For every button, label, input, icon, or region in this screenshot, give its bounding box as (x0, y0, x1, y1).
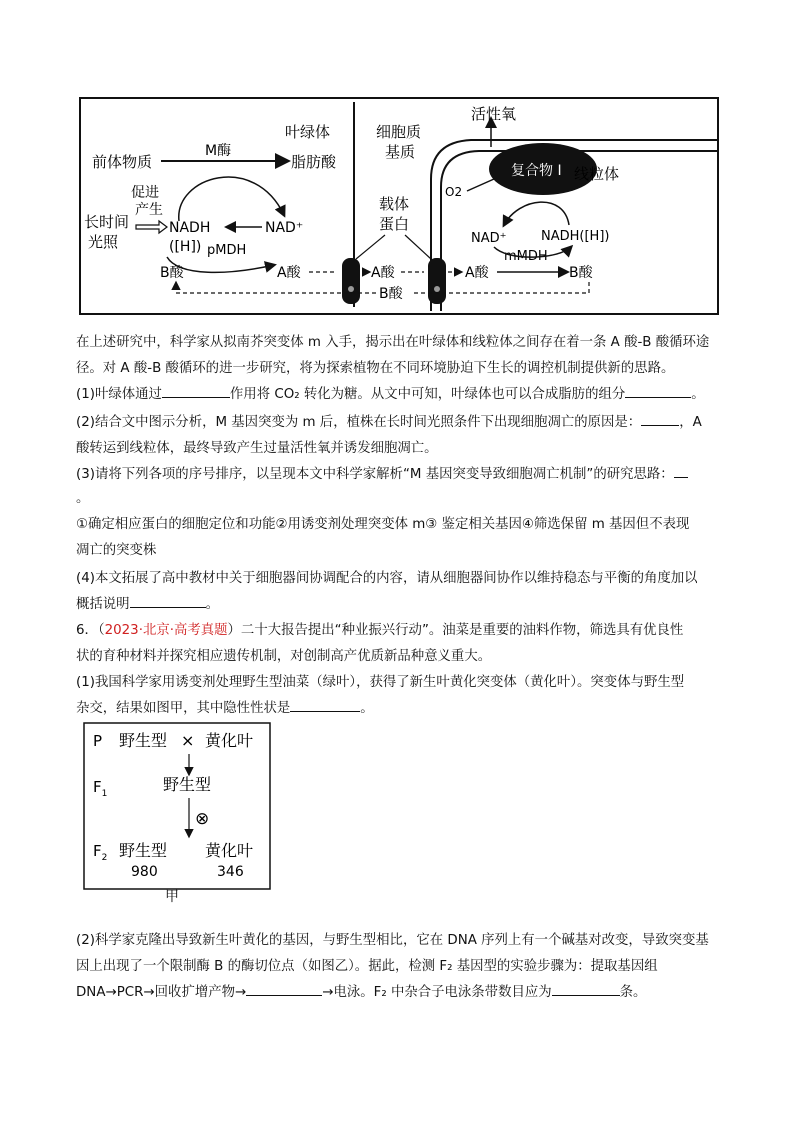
h-left-label: ([H]) (169, 239, 202, 255)
p-yellow-label: 黄化叶 (205, 731, 254, 750)
question-6-2-line-3: DNA→PCR→回收扩增产物→ →电泳。F₂ 中杂合子电泳条带数目应为 条。 (76, 980, 724, 1006)
answer-blank[interactable] (290, 696, 360, 712)
ros-label: 活性氧 (471, 105, 517, 123)
f2-wild-label: 野生型 (119, 841, 168, 860)
nad-right-label: NAD⁺ (471, 231, 507, 246)
f2-yellow-label: 黄化叶 (205, 841, 254, 860)
source-tag: 2023·北京·高考真题 (104, 623, 228, 638)
question-4-line-1: (4)本文拓展了高中教材中关于细胞器间协调配合的内容，请从细胞器间协作以维持稳态与平衡的角度加以 (76, 571, 698, 586)
mmdh-label: mMDH (504, 249, 548, 264)
question-6-1-line-1: (1)我国科学家用诱变剂处理野生型油菜（绿叶），获得了新生叶黄化突变体（黄化叶）。突变体与野生型 (76, 675, 685, 690)
complex-label: 复合物 I (511, 163, 562, 179)
answer-blank[interactable] (552, 980, 620, 996)
paragraph-1-line-2: 径。对 A 酸-B 酸循环的进一步研究，将为探索植物在不同环境胁迫下生长的调控机制提供新的思路。 (76, 361, 675, 376)
fatty-acid-label: 脂肪酸 (291, 153, 337, 171)
f2-label: $F_2$ (93, 842, 108, 863)
nadh-left-label: NADH (169, 220, 211, 236)
mitochondrion-label: 线粒体 (574, 165, 620, 183)
question-3-line-2: 。 (76, 491, 90, 506)
p-label: P (93, 732, 103, 750)
long-light-label-1: 长时间 (84, 213, 130, 231)
pmdh-label: pMDH (207, 243, 247, 258)
chloroplast-label: 叶绿体 (285, 123, 331, 141)
figure-caption: 甲 (165, 889, 179, 905)
question-6-1-line-2: 杂交，结果如图甲，其中隐性性状是 。 (76, 696, 724, 722)
m-enzyme-label: M酶 (205, 143, 232, 159)
a-acid-right: A酸 (465, 265, 489, 281)
cross-diagram (83, 722, 273, 892)
cytoplasm-label: 细胞质 (376, 123, 422, 141)
p-wild-label: 野生型 (119, 731, 168, 750)
b-acid-return: B酸 (379, 286, 403, 302)
nad-left-label: NAD⁺ (265, 220, 304, 236)
promote-label: 促进 (131, 185, 159, 201)
o2-label: O2 (445, 185, 463, 199)
matrix-label: 基质 (385, 143, 416, 161)
carrier-label-2: 蛋白 (379, 215, 410, 233)
question-1: (1)叶绿体通过 作用将 CO₂ 转化为糖。从文中可知，叶绿体也可以合成脂肪的组分 。 (76, 382, 724, 408)
question-2-line-1: (2)结合文中图示分析，M 基因突变为 m 后，植株在长时间光照条件下出现细胞凋亡的原因是： ，A (76, 410, 724, 436)
question-6-2-line-2: 因上出现了一个限制酶 B 的酶切位点（如图乙）。据此，检测 F₂ 基因型的实验步骤为：提取基因组 (76, 959, 658, 974)
question-6-line-1: 6．（2023·北京·高考真题）二十大报告提出“种业振兴行动”。油菜是重要的油料作物，筛选具有优良性 (76, 623, 684, 638)
precursor-label: 前体物质 (92, 153, 153, 171)
question-6-2-line-1: (2)科学家克隆出导致新生叶黄化的基因，与野生型相比，它在 DNA 序列上有一个碱基对改变，导致突变基 (76, 933, 709, 948)
answer-blank[interactable] (641, 410, 679, 426)
organelle-diagram (79, 97, 719, 315)
question-2-line-2: 酸转运到线粒体，最终导致产生过量活性氧并诱发细胞凋亡。 (76, 441, 438, 456)
answer-blank[interactable] (674, 462, 688, 478)
count-wild: 980 (131, 864, 158, 880)
nadh-right-label: NADH([H]) (541, 229, 610, 244)
b-acid-left: B酸 (160, 265, 184, 281)
cross-symbol: × (181, 731, 195, 750)
a-acid-left: A酸 (277, 265, 301, 281)
question-6-line-2: 状的育种材料并探究相应遗传机制，对创制高产优质新品种意义重大。 (76, 649, 492, 664)
f1-label: $F_1$ (93, 778, 108, 799)
question-3-line-1: (3)请将下列各项的序号排序，以呈现本文中科学家解析“M 基因突变导致细胞凋亡机制”的研究思路： (76, 462, 724, 488)
answer-blank[interactable] (246, 980, 322, 996)
produce-label: 产生 (135, 202, 163, 218)
options-line-1: ①确定相应蛋白的细胞定位和功能②用诱变剂处理突变体 m③ 鉴定相关基因④筛选保留 m 基因但不表现 (76, 517, 690, 532)
self-cross-symbol: ⊗ (195, 809, 210, 829)
a-acid-mid: A酸 (371, 265, 395, 281)
f1-wild-label: 野生型 (163, 775, 212, 794)
carrier-label-1: 载体 (379, 195, 410, 213)
answer-blank[interactable] (625, 382, 691, 398)
question-4-line-2: 概括说明 。 (76, 592, 724, 618)
long-light-label-2: 光照 (88, 233, 119, 251)
answer-blank[interactable] (162, 382, 230, 398)
paragraph-1-line-1: 在上述研究中，科学家从拟南芥突变体 m 入手，揭示出在叶绿体和线粒体之间存在着一条 A 酸-B 酸循环途 (76, 335, 710, 350)
b-acid-right: B酸 (569, 265, 593, 281)
answer-blank[interactable] (130, 592, 206, 608)
options-line-2: 凋亡的突变株 (76, 543, 157, 558)
count-yellow: 346 (217, 864, 244, 880)
